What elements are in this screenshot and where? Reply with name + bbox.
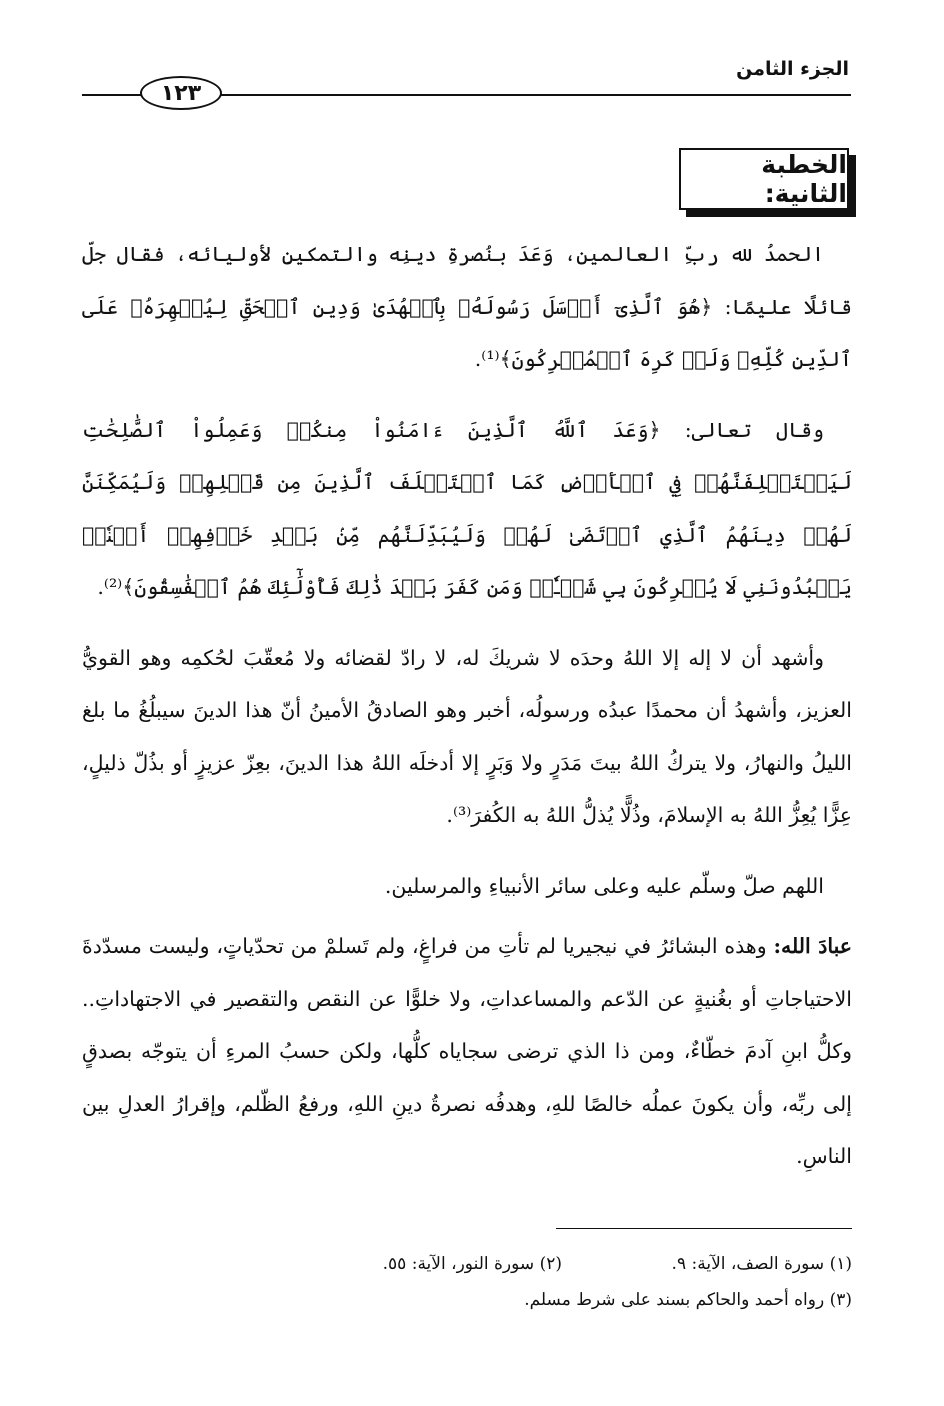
footnote-1: (١) سورة الصف، الآية: ٩. (671, 1254, 852, 1274)
paragraph-opening-praise: الحمدُ لله ربِّ العالمين، وَعَدَ بنُصرةِ دينِه والتمكينِ لأوليائه، فقال جلّ قائلًا عليمًا: ﴿هُوَ ٱلَّذِىٓ أَرۡسَلَ رَسُولَهُۥ بِٱلۡهُدَىٰ وَدِينِ ٱلۡحَقِّ لِيُظۡهِرَهُۥ عَلَى ٱلدِّينِ كُلِّهِۦ وَلَوۡ كَرِهَ ٱلۡمُشۡرِكُونَ﴾⁽¹⁾. (82, 242, 852, 371)
running-head: الجزء الثامن (736, 58, 849, 80)
paragraph-nigeria (82, 920, 852, 1183)
paragraph-lead: عبادَ الله: (773, 934, 852, 958)
footnote-row (82, 1246, 852, 1282)
paragraph-body: وهذه البشائرُ في نيجيريا لم تأتِ من فراغٍ، ولم تَسلمْ من تحدّياتٍ، وليست مسدّدةَ الاحتياجاتِ أو بغُنيةٍ عن الدّعم والمساعداتِ، ولا خلوًّا عن النقص والتقصير في الاجتهاداتِ.. وكلُّ ابنِ آدمَ خطّاءٌ، ومن ذا الذي ترضى سجاياه كلُّها، ولكن حسبُ المرءِ أن يتوجّه بصدقٍ إلى ربِّه، وأن يكونَ عملُه خالصًا للهِ، وهدفُه نصرةُ دينِ اللهِ، ورفعُ الظّلم، وإقرارُ العدلِ بين الناسِ. (82, 934, 852, 1168)
footnote-2: (٢) سورة النور، الآية: ٥٥. (382, 1254, 562, 1274)
page-number: ١٢٣ (140, 76, 222, 110)
paragraph-salawat: اللهم صلّ وسلّم عليه وعلى سائر الأنبياءِ والمرسلين. (384, 873, 824, 898)
section-title: الخطبة الثانية: (679, 148, 849, 210)
footnote-rule (556, 1228, 852, 1229)
footnote-3: (٣) رواه أحمد والحاكم بسند على شرط مسلم. (524, 1290, 852, 1310)
paragraph-shahada: وأشهد أن لا إله إلا اللهُ وحدَه لا شريكَ له، لا رادّ لقضائه ولا مُعقّبَ لحُكمِه وهو القويُّ العزيز، وأشهدُ أن محمدًا عبدُه ورسولُه، أخبر وهو الصادقُ الأمينُ أنّ هذا الدينَ سيبلُغُ ما بلغ الليلُ والنهارُ، ولا يتركُ اللهُ بيتَ مَدَرٍ ولا وَبَرٍ إلا أدخلَه اللهُ هذا الدينَ، بعِزّ عزيزٍ أو بذُلّ ذليلٍ، عِزًّا يُعِزُّ اللهُ به الإسلامَ، وذُلًّا يُذلُّ اللهُ به الكُفرَ⁽³⁾. (82, 645, 852, 827)
footnote-row (82, 1282, 852, 1318)
body-text (82, 228, 852, 1185)
footnotes (82, 1246, 852, 1318)
paragraph-quran-verse: وقال تعالى: ﴿وَعَدَ ٱللَّهُ ٱلَّذِينَ ءَامَنُواْ مِنكُمۡ وَعَمِلُواْ ٱلصَّٰلِحَٰتِ لَيَسۡتَخۡلِفَنَّهُمۡ فِي ٱلۡأَرۡضِ كَمَا ٱسۡتَخۡلَفَ ٱلَّذِينَ مِن قَبۡلِهِمۡ وَلَيُمَكِّنَنَّ لَهُمۡ دِينَهُمُ ٱلَّذِي ٱرۡتَضَىٰ لَهُمۡ وَلَيُبَدِّلَنَّهُم مِّنۢ بَعۡدِ خَوۡفِهِمۡ أَمۡنٗاۚ يَعۡبُدُونَنِي لَا يُشۡرِكُونَ بِي شَيۡـٔٗاۚ وَمَن كَفَرَ بَعۡدَ ذَٰلِكَ فَأُوْلَٰٓئِكَ هُمُ ٱلۡفَٰسِقُونَ﴾⁽²⁾. (82, 417, 852, 599)
